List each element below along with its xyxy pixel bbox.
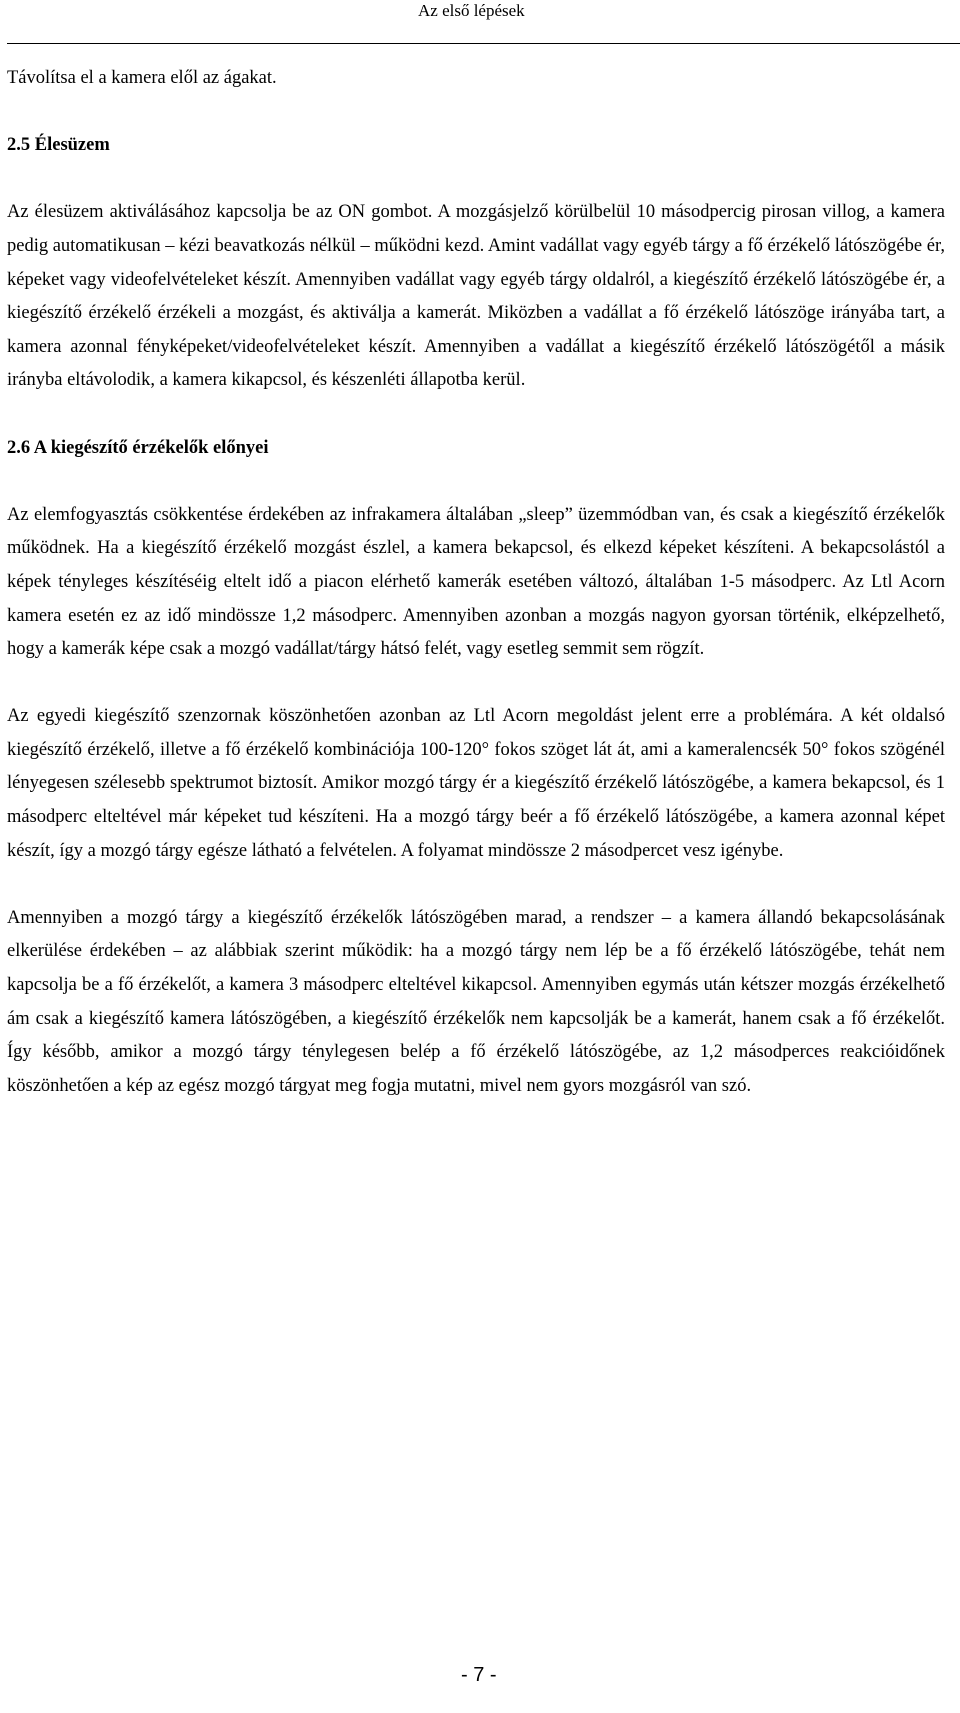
spacer xyxy=(7,868,945,902)
section-heading-2-6: 2.6 A kiegészítő érzékelők előnyei xyxy=(7,437,269,458)
spacer xyxy=(7,667,945,701)
spacer xyxy=(7,163,945,197)
page-content xyxy=(7,62,945,1103)
section-2-6-paragraph-2: Az egyedi kiegészítő szenzornak köszönhetően azonban az Ltl Acorn megoldást jelent erre a problémára. A két oldalsó kiegészítő érzékelő, illetve a fő érzékelő kombinációja 100-120° fokos szöget lát át, ami a kameralencsék 50° fokos szögénél lényegesen szélesebb spektrumot biztosít. Amikor mozgó tárgy ér a kiegészítő érzékelő látószögébe, a kamera bekapcsol, és 1 másodperc elteltével már képeket tud készíteni. Ha a mozgó tárgy beér a fő érzékelő látószögébe, a kamera azonnal képet készít, így a mozgó tárgy egésze látható a felvételen. A folyamat mindössze 2 másodpercet vesz igénybe. xyxy=(7,706,945,861)
header-rule xyxy=(7,43,960,44)
running-header: Az első lépések xyxy=(418,1,525,20)
section-2-6-paragraph-1: Az elemfogyasztás csökkentése érdekében az infrakamera általában „sleep” üzemmódban van, és csak a kiegészítő érzékelők működnek. Ha a kiegészítő érzékelő mozgást észlel, a kamera bekapcsol, és elkezd képeket készíteni. A bekapcsolástól a képek tényleges készítéséig eltelt idő a piacon elérhető kamerák esetében változó, általában 1-5 másodperc. Az Ltl Acorn kamera esetén ez az idő mindössze 1,2 másodperc. Amennyiben azonban a mozgás nagyon gyorsan történik, elképzelhető, hogy a kamerák képe csak a mozgó vadállat/tárgy hátsó felét, vagy esetleg semmit sem rögzít. xyxy=(7,504,945,660)
section-heading-2-5: 2.5 Élesüzem xyxy=(7,135,110,156)
section-2-6-paragraph-3: Amennyiben a mozgó tárgy a kiegészítő érzékelők látószögében marad, a rendszer – a kamera állandó bekapcsolásának elkerülése érdekében – az alábbiak szerint működik: ha a mozgó tárgy nem lép be a fő érzékelő látószögébe, tehát nem kapcsolja be a fő érzékelőt, a kamera 3 másodperc elteltével kikapcsol. Amennyiben egymás után kétszer mozgás érzékelhető ám csak a kiegészítő kamera látószögében, a kiegészítő érzékelők nem kapcsolják be a kamerát, hanem csak a fő érzékelőt. Így később, amikor a mozgó tárgy ténylegesen belép a fő érzékelő látószögébe, az 1,2 másodperces reakcióidőnek köszönhetően a kép az egész mozgó tárgyat meg fogja mutatni, mivel nem gyors mozgásról van szó. xyxy=(7,907,945,1096)
intro-line: Távolítsa el a kamera elől az ágakat. xyxy=(7,68,277,88)
spacer xyxy=(7,398,945,432)
section-2-5-paragraph: Az élesüzem aktiválásához kapcsolja be az ON gombot. A mozgásjelző körülbelül 10 másodpercig pirosan villog, a kamera pedig automatikusan – kézi beavatkozás nélkül – működni kezd. Amint vadállat vagy egyéb tárgy a fő érzékelő látószögébe ér, képeket vagy videofelvételeket készít. Amennyiben vadállat vagy egyéb tárgy oldalról, a kiegészítő érzékelő látószögébe ér, a kiegészítő érzékelő érzékeli a mozgást, és aktiválja a kamerát. Miközben a vadállat a fő érzékelő látószöge irányába tart, a kamera azonnal fényképeket/videofelvételeket készít. Amennyiben a vadállat a kiegészítő érzékelő látószögétől a másik irányba eltávolodik, a kamera kikapcsol, és készenléti állapotba kerül. xyxy=(7,202,945,391)
spacer xyxy=(7,465,945,499)
page-number: - 7 - xyxy=(461,1664,497,1686)
spacer xyxy=(7,96,945,130)
